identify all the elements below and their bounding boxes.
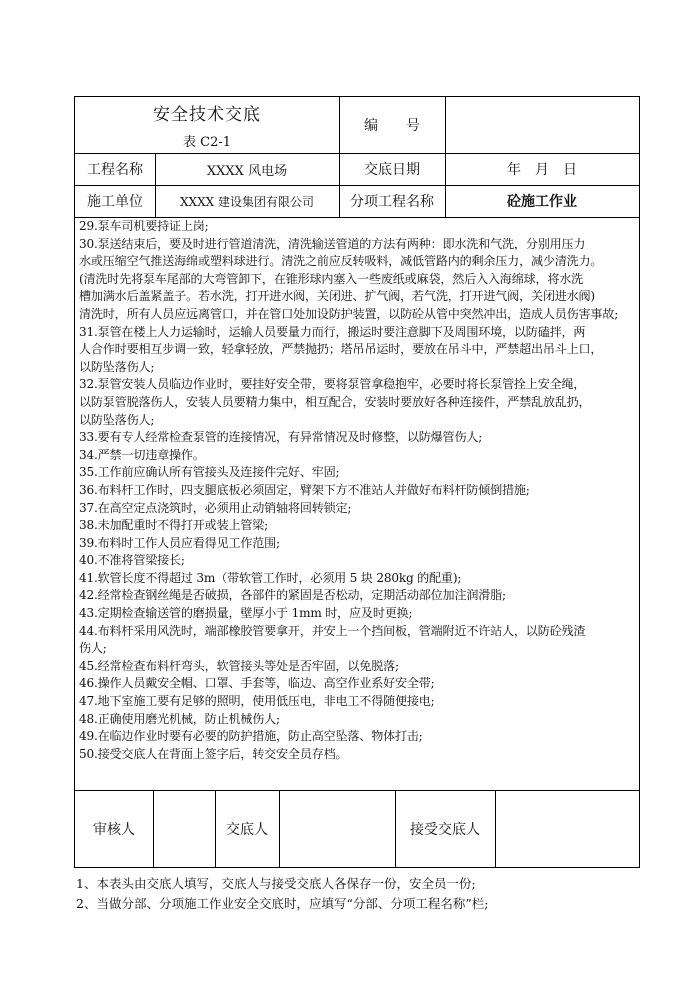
reviewer-label: 审核人	[93, 821, 135, 838]
project-name-value: XXXX 风电场	[206, 163, 288, 179]
content-line: 37.在高空定点浇筑时，必须用止动销轴将回转锁定;	[79, 500, 352, 515]
content-line: 槽加满水后盖紧盖子。若水洗，打开进水阀，关闭进、扩气阀，若气洗，打开进气阀，关闭进水阀)	[79, 289, 595, 304]
content-line: 30.泵送结束后，要及时进行管道清洗，清洗输送管道的方法有两种：即水洗和气洗，分别用压力	[79, 236, 586, 251]
content-line: 49.在临边作业时要有必要的防护措施，防止高空坠落、物体打击;	[79, 729, 423, 744]
briefing-date-label: 交底日期	[364, 162, 420, 178]
number-label: 编 号	[364, 118, 420, 134]
content-line: 33.要有专人经常检查泵管的连接情况，有异常情况及时修整，以防爆管伤人;	[79, 430, 483, 445]
project-name-label: 工程名称	[87, 162, 143, 178]
content-line: 42.经常检查钢丝绳是否破损，各部件的紧固是否松动，定期活动部位加注润滑脂;	[79, 588, 506, 603]
form-title: 安全技术交底	[153, 105, 261, 125]
footnote-1: 1、本表头由交底人填写，交底人与接受交底人各保存一份，安全员一份;	[76, 876, 476, 891]
content-line: 40.不准将管梁接长;	[79, 553, 185, 568]
content-line: 35.工作前应确认所有管接头及连接件完好、牢固;	[79, 465, 340, 480]
content-line: 以防泵管脱落伤人，安装人员要精力集中，相互配合，安装时要放好各种连接件，严禁乱放乱扔，	[79, 394, 591, 409]
construction-unit-value: XXXX 建设集团有限公司	[180, 194, 314, 209]
content-line: 清洗时，所有人员应远离管口，并在管口处加设防护装置，以防砼从管中突然冲出，造成人员伤害事故;	[79, 306, 619, 321]
content-line: 水或压缩空气推送海绵或塑料球进行。清洗之前应反转吸料，减低管路内的剩余压力，减少清洗力。	[79, 254, 603, 269]
presenter-signature	[279, 790, 395, 867]
content-line: 41.软管长度不得超过 3m（带软管工作时，必须用 5 块 280kg 的配重);	[79, 570, 462, 585]
content-line: 43.定期检查输送管的磨损量，壁厚小于 1mm 时，应及时更换;	[79, 606, 413, 621]
content-line: 46.操作人员戴安全帽、口罩、手套等，临边、高空作业系好安全带;	[79, 676, 435, 691]
presenter-label: 交底人	[226, 821, 268, 838]
content-line: (清洗时先将泵车尾部的大弯管卸下，在锥形球内塞入一些废纸或麻袋，然后入入海绵球，将水洗	[79, 271, 584, 286]
footnote-2: 2、当做分部、分项施工作业安全交底时，应填写“分部、分项工程名称”栏;	[76, 896, 489, 911]
content-line: 伤人;	[79, 641, 107, 656]
number-value	[445, 97, 639, 153]
content-line: 人合作时要相互步调一致，轻拿轻放，严禁抛扔；塔吊吊运时，要放在吊斗中，严禁超出吊斗上口，	[79, 342, 603, 357]
content-line: 32.泵管安装人员临边作业时，要挂好安全带，要将泵管拿稳抱牢，必要时将长泵管拴上安全绳，	[79, 377, 586, 392]
briefing-date-value: 年 月 日	[507, 162, 577, 178]
receiver-signature	[495, 790, 639, 867]
content-line: 50.接受交底人在背面上签字后，转交安全员存档。	[79, 746, 348, 761]
content-line: 38.未加配重时不得打开或装上管梁;	[79, 518, 269, 533]
content-line: 以防坠落伤人;	[79, 359, 155, 374]
content-line: 39.布料时工作人员应看得见工作范围;	[79, 535, 280, 550]
content-line: 45.经常检查布料杆弯头，软管接头等处是否牢固，以免脱落;	[79, 658, 399, 673]
content-line: 36.布料杆工作时，四支腿底板必须固定，臂架下方不准站人并做好布料杆防倾倒措施;	[79, 482, 530, 497]
content-line: 44.布料杆采用风洗时，端部橡胶管要拿开，并安上一个挡间板，管端附近不许站人，以防砼残渣	[79, 623, 586, 638]
content-line: 以防坠落伤人;	[79, 412, 155, 427]
title-block	[75, 97, 339, 153]
briefing-content	[79, 218, 635, 763]
content-line: 47.地下室施工要有足够的照明，使用低压电，非电工不得随便接电;	[79, 694, 435, 709]
receiver-label: 接受交底人	[410, 821, 480, 838]
content-line: 48.正确使用磨光机械，防止机械伤人;	[79, 711, 280, 726]
form-number: 表 C2-1	[182, 135, 231, 150]
content-line: 31.泵管在楼上人力运输时，运输人员要量力而行，搬运时要注意脚下及周围环境，以防磕拌，两	[79, 324, 586, 339]
reviewer-signature	[153, 790, 215, 867]
construction-unit-label: 施工单位	[87, 194, 143, 210]
subitem-name-label: 分项工程名称	[350, 194, 434, 210]
subitem-name-value: 砼施工作业	[507, 194, 577, 210]
content-line: 34.严禁一切违章操作。	[79, 447, 205, 462]
safety-briefing-form	[74, 96, 640, 868]
content-line: 29.泵车司机要持证上岗;	[79, 219, 209, 233]
